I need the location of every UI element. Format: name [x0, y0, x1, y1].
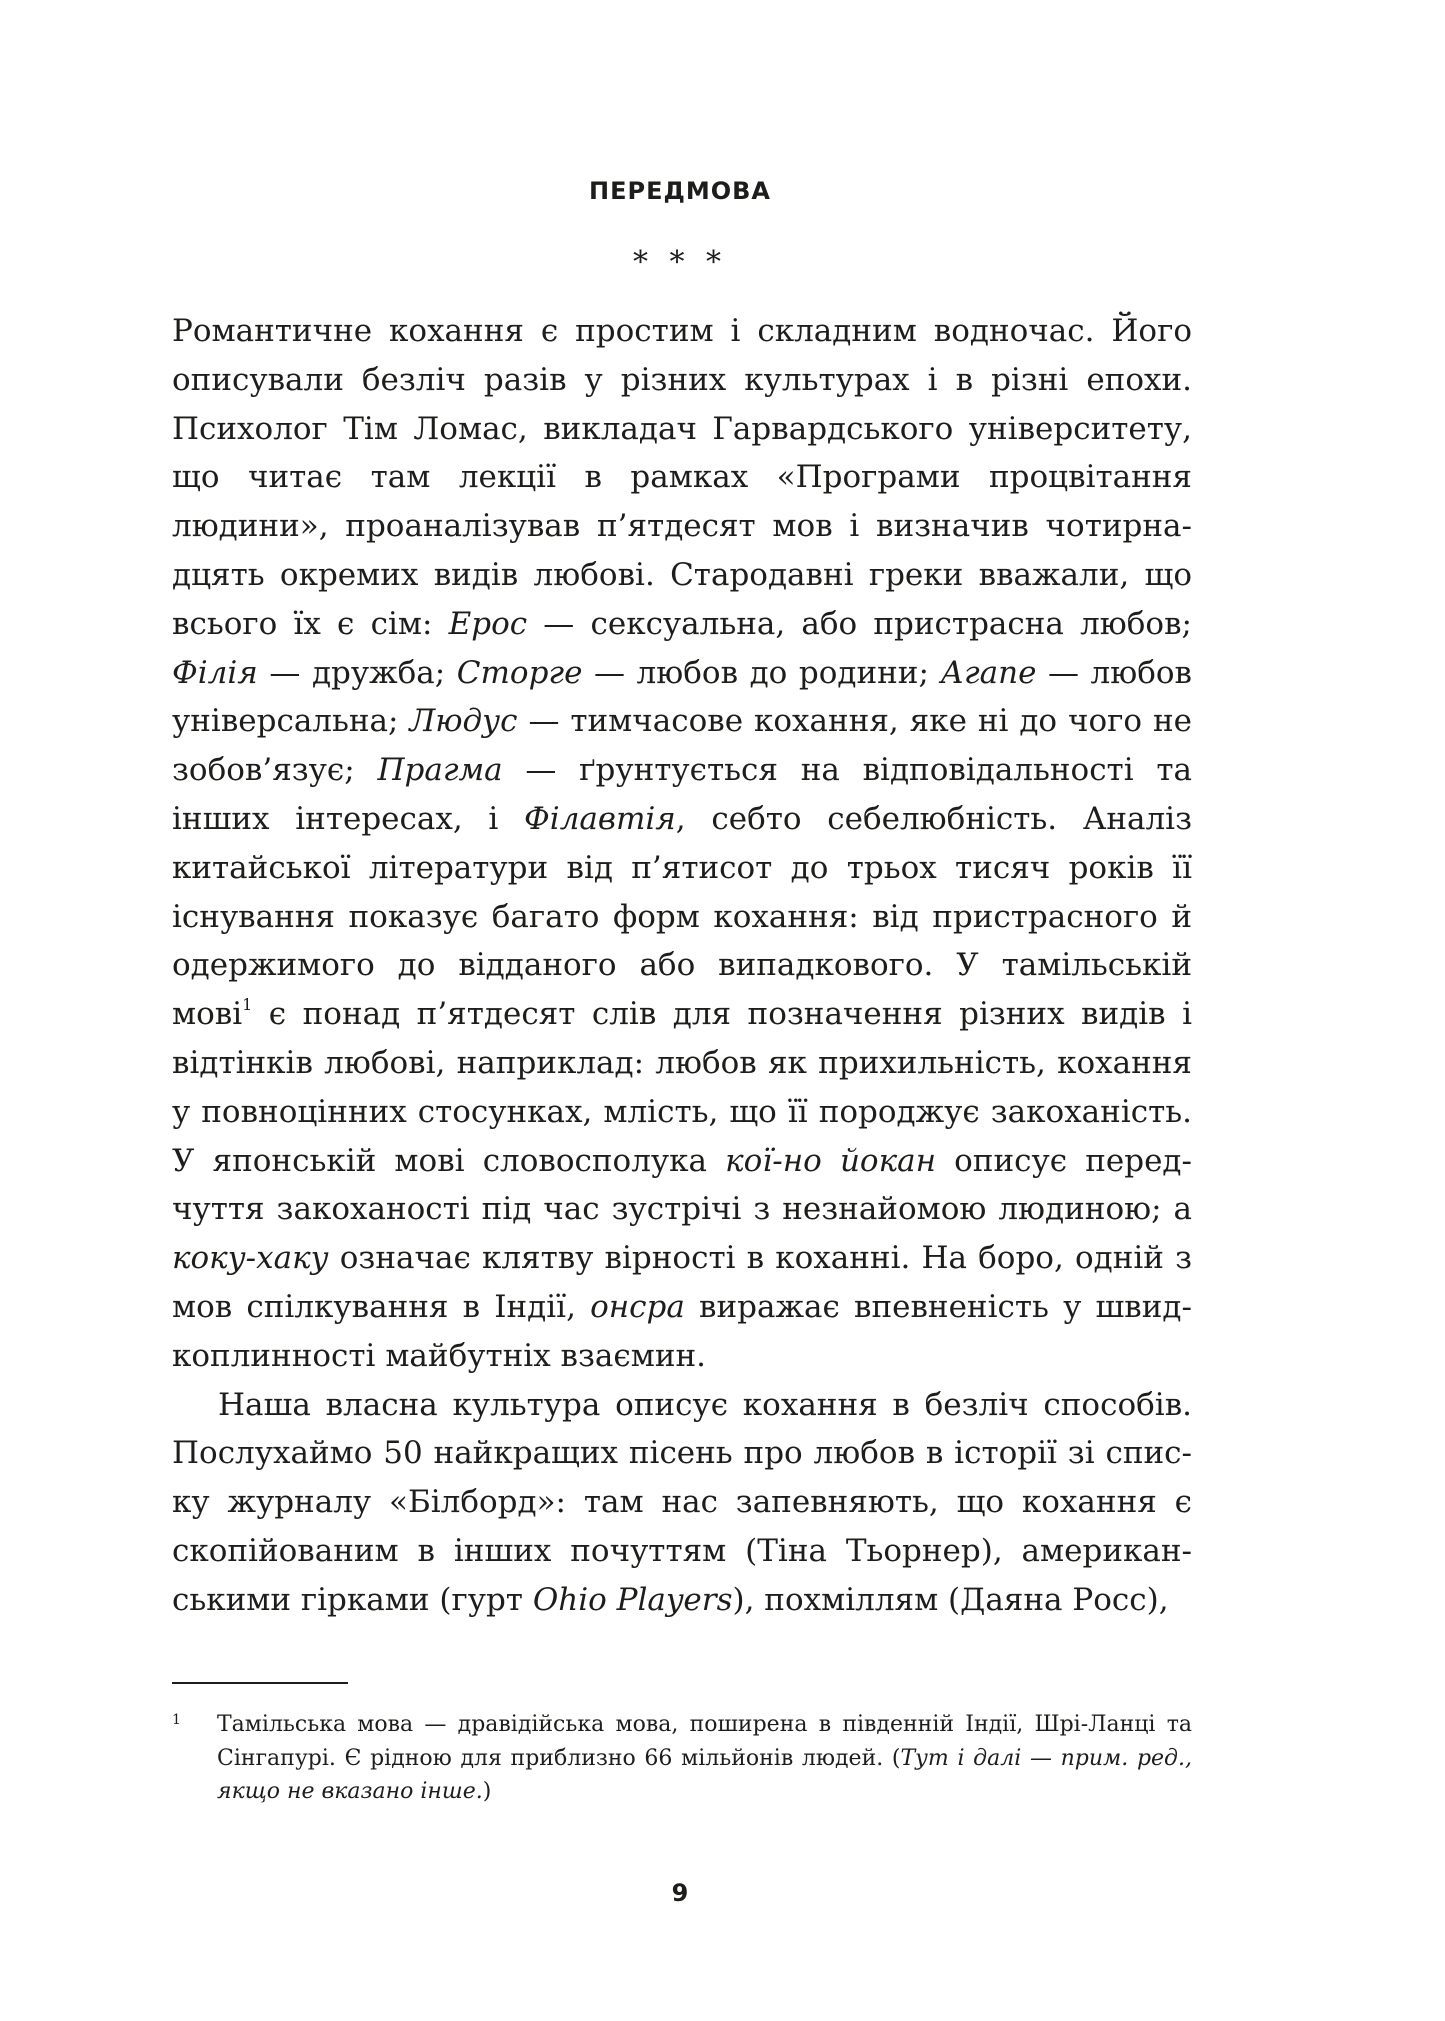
paragraph-footnote-ref: 1: [242, 995, 253, 1015]
footnote-number: 1: [172, 1712, 181, 1728]
paragraph-text-run: — дружба;: [257, 654, 457, 691]
paragraph-italic-term: Сторге: [456, 654, 583, 691]
paragraph-text-run: Наша власна культура описує кохання в безліч способів. Послухаймо 50 найкращих пісень про любов в історії зі списку журналу «Білборд»: там нас запевняють, що кохання є скопійованим в інших почуттям (Тіна Тьорнер), американськими гірками (гурт: [172, 1386, 1192, 1618]
paragraph-text-run: — сексуальна, або пристрасна любов;: [527, 605, 1192, 642]
footnote-text-run: ): [482, 1779, 492, 1804]
paragraph-1: [172, 307, 1192, 1381]
footnote: [172, 1708, 1192, 1809]
footnote-text: [217, 1708, 1192, 1809]
paragraph-2: [172, 1381, 1192, 1625]
paragraph-text-run: означає клятву вірності в коханні. На боро, одній з мов спілкування в Індії,: [172, 1240, 1192, 1325]
paragraph-text-run: Романтичне кохання є простим і складним водночас. Його описували безліч разів у різних культурах і в різні епохи. Психолог Тім Ломас, викладач Гарвардського університету, що читає там лекції в рамках «Програми процвітання людини», проаналізував п’ятдесят мов і визначив чотирнадцять окремих видів любові. Стародавні греки вважали, що всього їх є сім:: [172, 313, 1192, 642]
paragraph-italic-term: Ерос: [448, 605, 528, 642]
paragraph-italic-term: Агапе: [940, 654, 1037, 691]
paragraph-italic-term: Людус: [409, 703, 518, 740]
footnote-italic-term: Тут і далі — прим. ред., якщо не вказано інше.: [217, 1745, 1192, 1804]
page-number: 9: [671, 1879, 689, 1907]
section-separator: * * *: [632, 245, 728, 280]
paragraph-text-run: — любов універсальна;: [172, 654, 1193, 740]
paragraph-italic-term: онсра: [590, 1288, 685, 1325]
paragraph-italic-term: Філія: [172, 654, 258, 691]
paragraph-text-run: — любов до родини;: [582, 654, 941, 691]
chapter-title: ПЕРЕДМОВА: [589, 177, 771, 205]
paragraph-italic-term: коку-хаку: [172, 1240, 329, 1277]
paragraph-text-run: є понад п’ятдесят слів для позначення різних видів і відтінків любові, наприклад: любов як прихильність, кохання у повноцінних стосунках, млість, що її породжує закоханість. У японській мові словосполука: [172, 996, 1192, 1179]
footnote-divider: [172, 1682, 348, 1684]
paragraph-text-run: описує передчуття закоханості під час зустрічі з незнайомою людиною; а: [172, 1142, 1192, 1228]
paragraph-italic-term: Філавтія: [524, 800, 676, 837]
body-text: [172, 307, 1192, 1625]
paragraph-text-run: ), похміллям (Даяна Росс),: [732, 1581, 1169, 1618]
paragraph-text-run: — тимчасове кохання, яке ні до чого не зобов’язує;: [172, 703, 1192, 789]
paragraph-text-run: — ґрунтується на відповідальності та інших інтересах, і: [172, 752, 1192, 837]
paragraph-text-run: виражає впевненість у швидкоплинності майбутніх взаємин.: [172, 1288, 1192, 1374]
paragraph-text-run: , себто себелюбність. Аналіз китайської літератури від п’ятисот до трьох тисяч років її існування показує багато форм кохання: від пристрасного й одержимого до відданого або випадкового. У тамільській мові: [172, 800, 1192, 1033]
paragraph-italic-term: Ohio Players: [532, 1581, 733, 1618]
footnote-text-run: Тамільська мова — дравідійська мова, поширена в південній Індії, Шрі-Ланці та Сінгапурі. Є рідною для приблизно 66 мільйонів людей. (: [217, 1712, 1192, 1771]
paragraph-italic-term: Прагма: [377, 752, 503, 789]
paragraph-italic-term: кої-но йокан: [725, 1142, 936, 1179]
